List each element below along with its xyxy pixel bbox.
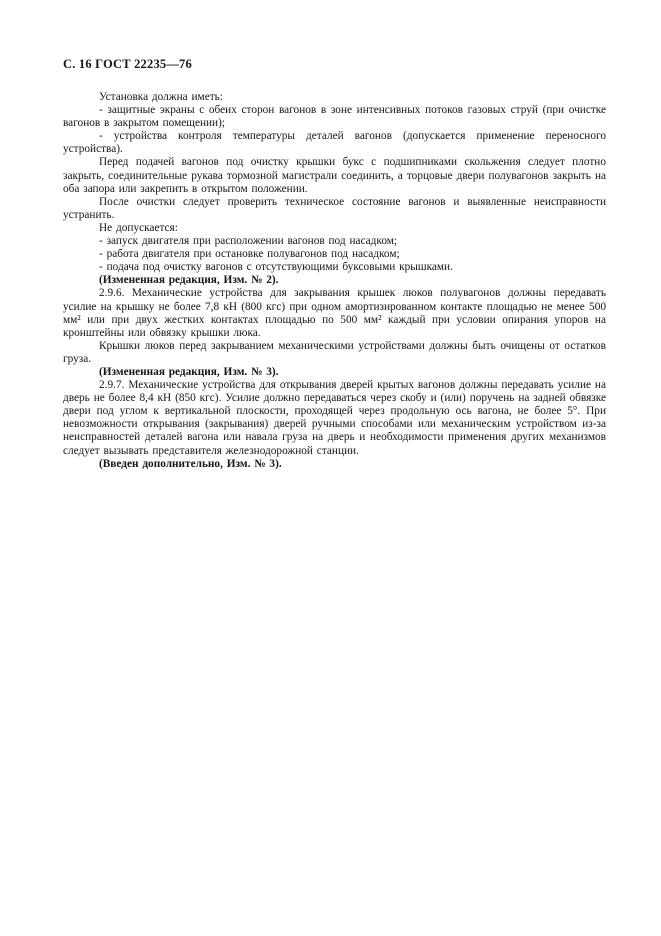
clause-paragraph: 2.9.7. Механические устройства для открывания дверей крытых вагонов должны передавать усилие на дверь не более 8,4 кН (850 кгс). Усилие должно передаваться через скобу и (или) поручень на задней обвязке двери под углом к вертикальной плоскости, проходящей через продольную ось вагона, не более 5°. При невозможности открывания (закрывания) дверей ручными способами или механическим устройством из-за неисправностей деталей вагона или навала груза на дверь и необходимости применения других механизмов следует вызывать представителя железнодорожной станции.	[63, 379, 606, 457]
amendment-note: (Введен дополнительно, Изм. № 3).	[99, 457, 282, 470]
page-header: С. 16 ГОСТ 22235—76	[63, 57, 192, 71]
list-item-paragraph: - устройства контроля температуры деталей вагонов (допускается применение переносного устройства).	[63, 130, 606, 156]
paragraph: Не допускается:	[99, 221, 178, 234]
amendment-note: (Измененная редакция, Изм. № 3).	[99, 365, 279, 378]
list-item-paragraph: - работа двигателя при остановке полувагонов под насадком;	[99, 248, 400, 261]
paragraph: Перед подачей вагонов под очистку крышки букс с подшипниками скольжения следует плотно закрыть, соединительные рукава тормозной магистрали соединить, а торцовые двери полувагонов закрыть на оба запора или закрепить в открытом положении.	[63, 156, 606, 195]
paragraph: Крышки люков перед закрыванием механическими устройствами должны быть очищены от остатков груза.	[63, 339, 606, 365]
list-item-paragraph: - защитные экраны с обеих сторон вагонов в зоне интенсивных потоков газовых струй (при очистке вагонов в закрытом помещении);	[63, 104, 606, 130]
amendment-note: (Измененная редакция, Изм. № 2).	[99, 274, 279, 287]
clause-paragraph: 2.9.6. Механические устройства для закрывания крышек люков полувагонов должны передавать усилие на крышку не более 7,8 кН (800 кгс) при одном амортизированном контакте площадью не менее 500 мм² или при двух жестких контактах площадью по 500 мм² каждый при условии опирания упоров на кронштейны или обвязку крышки люка.	[63, 287, 606, 339]
paragraph: После очистки следует проверить техническое состояние вагонов и выявленные неисправности устранить.	[63, 195, 606, 221]
document-content	[63, 91, 606, 471]
list-item-paragraph: - запуск двигателя при расположении вагонов под насадком;	[99, 235, 398, 248]
paragraph: Установка должна иметь:	[99, 91, 223, 103]
list-item-paragraph: - подача под очистку вагонов с отсутствующими буксовыми крышками.	[99, 261, 453, 274]
